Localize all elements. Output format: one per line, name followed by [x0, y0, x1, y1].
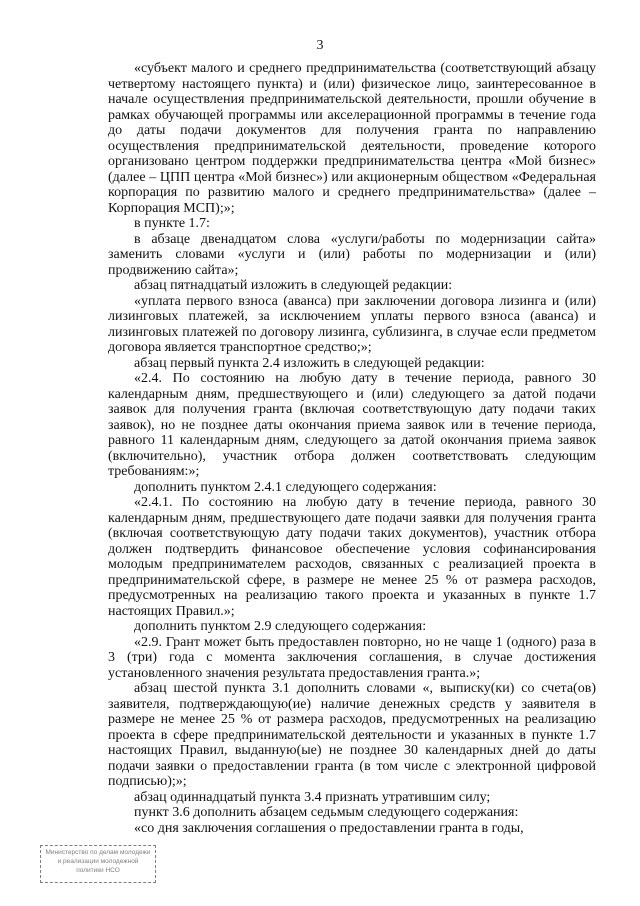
registration-stamp: Министерство по делам молодежи и реализации молодежной политики НСО: [40, 845, 156, 883]
paragraph: «2.4.1. По состоянию на любую дату в течение периода, равного 30 календарным дням, предшествующего дате подачи заявки для получения гранта (включая соответствующую дату подачи таких документов), участник отбора должен подтвердить финансовое обеспечение условия софинансирования молодым предпринимателем расходов, связанных с реализацией проекта в предпринимательской сфере, в размере не менее 25 % от размера расходов, предусмотренных на реализацию такого проекта и указанных в пункте 1.7 настоящих Правил.»;: [108, 495, 596, 619]
paragraph: «2.4. По состоянию на любую дату в течение периода, равного 30 календарным дням, предшествующего и (или) следующего за датой подачи заявок для получения гранта (включая соответствующую дату подачи таких заявок), но не позднее даты окончания приема заявок или в течение периода, равного 11 календарным дням, следующего за датой окончания приема заявок (включительно), участник отбора должен соответствовать следующим требованиям:»;: [108, 371, 596, 479]
paragraph: абзац шестой пункта 3.1 дополнить словами «, выписку(ки) со счета(ов) заявителя, подтверждающую(ие) наличие денежных средств у заявителя в размере не менее 25 % от размера расходов, предусмотренных на реализацию проекта в сфере предпринимательской деятельности и указанных в пункте 1.7 настоящих Правил, выданную(ые) не позднее 30 календарных дней до даты подачи заявки о предоставлении гранта (в том числе с электронной цифровой подписью);»;: [108, 681, 596, 789]
page-number: 3: [316, 38, 324, 53]
paragraph: «2.9. Грант может быть предоставлен повторно, но не чаще 1 (одного) раза в 3 (три) года с момента заключения соглашения, в случае достижения установленного значения результата предоставления гранта.»;: [108, 634, 596, 681]
paragraph: абзац одиннадцатый пункта 3.4 признать утратившим силу;: [134, 789, 491, 805]
paragraph: абзац пятнадцатый изложить в следующей редакции:: [134, 278, 453, 293]
paragraph: «уплата первого взноса (аванса) при заключении договора лизинга и (или) лизинговых платежей, за исключением уплаты первого взноса (аванса) и лизинговых платежей по договору лизинга, сублизинга, в случае если предметом договора является транспортное средство;»;: [108, 293, 596, 355]
paragraph: пункт 3.6 дополнить абзацем седьмым следующего содержания:: [134, 805, 519, 820]
paragraph: «субъект малого и среднего предпринимательства (соответствующий абзацу четвертому настоящего пункта) и (или) физическое лицо, заинтересованное в начале осуществления предпринимательской деятельности, прошли обучение в рамках обучающей программы или акселерационной программы в течение года до даты подачи документов для получения гранта по направлению осуществления предпринимательской деятельности, проведение которого организовано центром поддержки предпринимательства центра «Мой бизнес» (далее – ЦПП центра «Мой бизнес») или акционерным обществом «Федеральная корпорация по развитию малого и среднего предпринимательства» (далее – Корпорация МСП);»;: [108, 61, 596, 216]
paragraph: дополнить пунктом 2.9 следующего содержания:: [134, 619, 427, 634]
paragraph: «со дня заключения соглашения о предоставлении гранта в годы,: [134, 820, 524, 836]
paragraph: в абзаце двенадцатом слова «услуги/работы по модернизации сайта» заменить словами «услуги и (или) работы по модернизации и (или) продвижению сайта»;: [108, 231, 596, 278]
paragraph: абзац первый пункта 2.4 изложить в следующей редакции:: [134, 355, 485, 371]
document-body: [108, 61, 596, 836]
paragraph: в пункте 1.7:: [134, 216, 210, 231]
paragraph: дополнить пунктом 2.4.1 следующего содержания:: [134, 479, 437, 495]
